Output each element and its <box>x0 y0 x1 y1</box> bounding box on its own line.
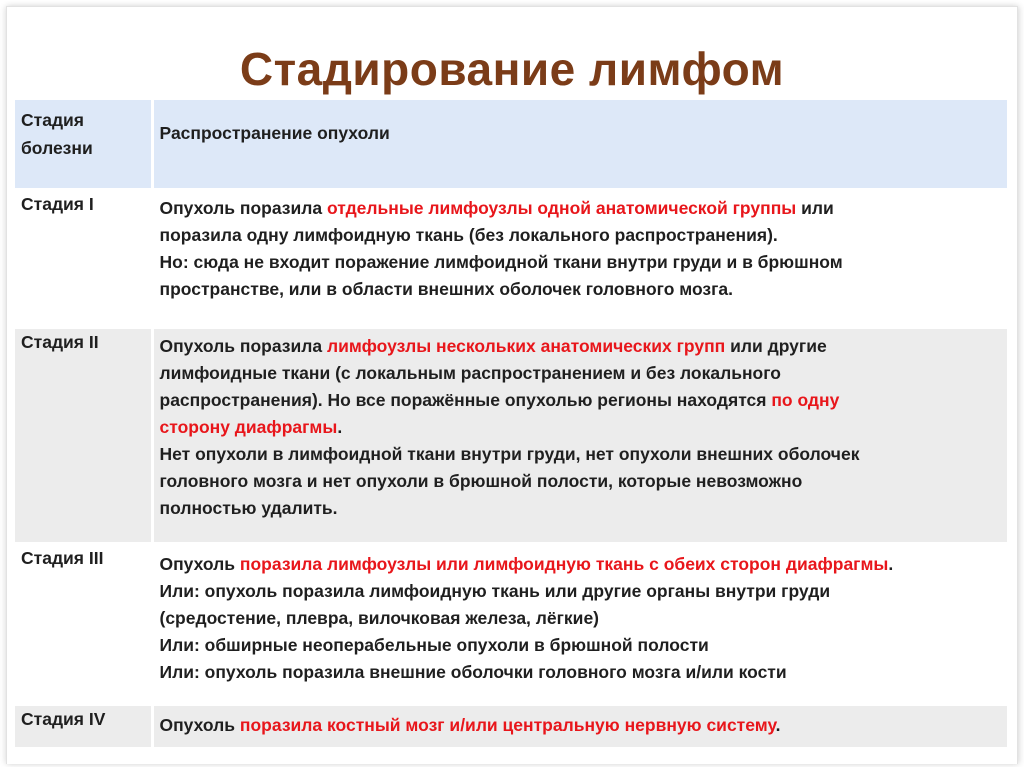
highlighted-text: сторону диафрагмы <box>159 417 338 437</box>
body-text: Но: сюда не входит поражение лимфоидной ткани внутри груди и в брюшном <box>159 252 843 272</box>
description-line <box>160 632 1002 659</box>
body-text: . <box>775 715 781 735</box>
body-text: Опухоль <box>159 554 240 574</box>
header-spread: Распространение опухоли <box>152 100 1007 190</box>
description-line <box>160 276 1002 303</box>
body-text: пространстве, или в области внешних оболочек головного мозга. <box>159 279 734 299</box>
body-text: лимфоидные ткани (с локальным распространением и без локального <box>159 363 781 383</box>
body-text: или <box>796 198 834 218</box>
header-stage: Стадия болезни <box>15 100 152 190</box>
stage-description <box>152 705 1007 748</box>
body-text: головного мозга и нет опухоли в брюшной полости, которые невозможно <box>159 471 803 491</box>
table-row <box>15 328 1007 544</box>
table-row <box>15 544 1007 705</box>
body-text: Опухоль поразила <box>159 336 327 356</box>
description-line <box>160 195 1002 222</box>
highlighted-text: лимфоузлы нескольких анатомических групп <box>326 336 726 356</box>
description-line <box>160 414 1002 441</box>
description-line <box>160 441 1002 468</box>
stage-label: Стадия I <box>15 190 152 328</box>
description-line <box>160 712 1002 739</box>
highlighted-text: поразила костный мозг и/или центральную нервную систему <box>239 715 776 735</box>
body-text: . <box>337 417 343 437</box>
body-text: Или: обширные неоперабельные опухоли в брюшной полости <box>159 635 709 655</box>
description-line <box>160 468 1002 495</box>
body-text: Или: опухоль поразила внешние оболочки головного мозга и/или кости <box>159 662 787 682</box>
staging-table <box>15 100 1007 747</box>
table-row <box>15 705 1007 748</box>
description-line <box>160 659 1002 686</box>
description-line <box>160 605 1002 632</box>
description-line <box>160 249 1002 276</box>
description-line <box>160 222 1002 249</box>
body-text: Или: опухоль поразила лимфоидную ткань или другие органы внутри груди <box>159 581 831 601</box>
body-text: полностью удалить. <box>159 498 338 518</box>
table-header-row <box>15 100 1007 190</box>
body-text: (средостение, плевра, вилочковая железа, лёгкие) <box>159 608 599 628</box>
stage-label: Стадия III <box>15 544 152 705</box>
body-text: или другие <box>725 336 827 356</box>
description-line <box>160 360 1002 387</box>
body-text: Опухоль <box>159 715 240 735</box>
body-text: распространения). Но все поражённые опухолью регионы находятся <box>159 390 772 410</box>
slide-title: Стадирование лимфом <box>239 43 785 95</box>
body-text: . <box>888 554 894 574</box>
highlighted-text: по одну <box>771 390 840 410</box>
stage-description <box>152 544 1007 705</box>
stage-label: Стадия IV <box>15 705 152 748</box>
highlighted-text: отдельные лимфоузлы одной анатомической группы <box>326 198 797 218</box>
stage-label: Стадия II <box>15 328 152 544</box>
description-line <box>160 551 1002 578</box>
description-line <box>160 387 1002 414</box>
description-line <box>160 578 1002 605</box>
description-line <box>160 333 1002 360</box>
description-line <box>160 495 1002 522</box>
stage-description <box>152 190 1007 328</box>
body-text: поразила одну лимфоидную ткань (без локального распространения). <box>159 225 778 245</box>
stage-description <box>152 328 1007 544</box>
body-text: Опухоль поразила <box>159 198 327 218</box>
table-row <box>15 190 1007 328</box>
body-text: Нет опухоли в лимфоидной ткани внутри груди, нет опухоли внешних оболочек <box>159 444 860 464</box>
highlighted-text: поразила лимфоузлы или лимфоидную ткань с обеих сторон диафрагмы <box>239 554 889 574</box>
